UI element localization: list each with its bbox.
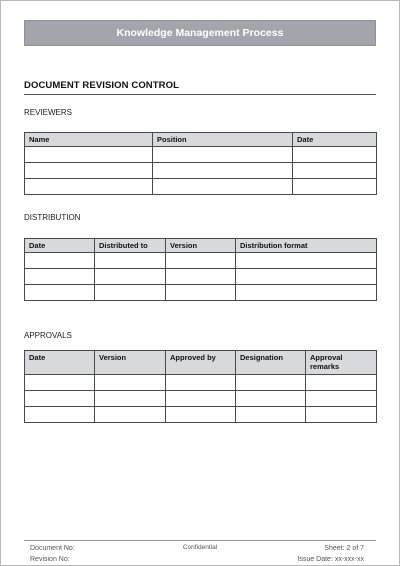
column-header-version: Version	[95, 351, 166, 375]
table-cell[interactable]	[236, 253, 377, 269]
table-cell[interactable]	[166, 390, 236, 406]
table-cell[interactable]	[236, 406, 306, 422]
table-cell[interactable]	[166, 406, 236, 422]
table-row	[25, 390, 377, 406]
column-header-date: Date	[25, 351, 95, 375]
table-cell[interactable]	[25, 374, 95, 390]
document-title: Knowledge Management Process	[116, 27, 284, 39]
table-cell[interactable]	[166, 269, 236, 285]
column-header-version: Version	[166, 239, 236, 253]
table-cell[interactable]	[25, 147, 153, 163]
table-cell[interactable]	[25, 179, 153, 195]
table-row	[25, 269, 377, 285]
table-cell[interactable]	[166, 253, 236, 269]
table-cell[interactable]	[293, 147, 377, 163]
column-header-date: Date	[293, 133, 377, 147]
reviewers-table	[24, 132, 377, 195]
column-header-name: Name	[25, 133, 153, 147]
column-header-distributed-to: Distributed to	[95, 239, 166, 253]
table-cell[interactable]	[306, 406, 377, 422]
approvals-table	[24, 350, 377, 423]
sheet-number: Sheet: 2 of 7	[324, 545, 364, 552]
table-cell[interactable]	[25, 285, 95, 301]
table-cell[interactable]	[95, 390, 166, 406]
table-cell[interactable]	[306, 390, 377, 406]
section-title: DOCUMENT REVISION CONTROL	[24, 80, 376, 95]
table-cell[interactable]	[95, 406, 166, 422]
table-row	[25, 179, 377, 195]
table-cell[interactable]	[25, 253, 95, 269]
table-row	[25, 374, 377, 390]
column-header-date: Date	[25, 239, 95, 253]
table-row	[25, 147, 377, 163]
table-cell[interactable]	[25, 163, 153, 179]
column-header-approval-remarks: Approval remarks	[306, 351, 377, 375]
table-cell[interactable]	[95, 253, 166, 269]
table-cell[interactable]	[153, 163, 293, 179]
table-cell[interactable]	[166, 374, 236, 390]
document-number-label: Document No:	[30, 545, 75, 552]
table-row	[25, 406, 377, 422]
footer-right	[297, 544, 364, 565]
table-cell[interactable]	[236, 285, 377, 301]
distribution-label: DISTRIBUTION	[24, 213, 81, 222]
table-row	[25, 285, 377, 301]
reviewers-label: REVIEWERS	[24, 108, 73, 117]
column-header-designation: Designation	[236, 351, 306, 375]
table-cell[interactable]	[293, 163, 377, 179]
issue-date: Issue Date: xx-xxx-xx	[297, 555, 364, 563]
revision-number-label: Revision No:	[30, 555, 70, 563]
confidential-label: Confidential	[182, 544, 218, 551]
table-cell[interactable]	[95, 269, 166, 285]
document-title-banner	[24, 20, 376, 46]
table-cell[interactable]	[236, 374, 306, 390]
table-cell[interactable]	[25, 390, 95, 406]
table-cell[interactable]	[153, 147, 293, 163]
table-cell[interactable]	[153, 179, 293, 195]
column-header-approved-by: Approved by	[166, 351, 236, 375]
table-row	[25, 163, 377, 179]
table-cell[interactable]	[306, 374, 377, 390]
approvals-label: APPROVALS	[24, 331, 72, 340]
distribution-table	[24, 238, 377, 301]
table-cell[interactable]	[236, 390, 306, 406]
column-header-position: Position	[153, 133, 293, 147]
table-cell[interactable]	[166, 285, 236, 301]
table-cell[interactable]	[236, 269, 377, 285]
table-cell[interactable]	[293, 179, 377, 195]
column-header-distribution-format: Distribution format	[236, 239, 377, 253]
table-cell[interactable]	[95, 374, 166, 390]
page-footer	[24, 540, 376, 563]
table-cell[interactable]	[25, 406, 95, 422]
table-cell[interactable]	[95, 285, 166, 301]
table-cell[interactable]	[25, 269, 95, 285]
table-row	[25, 253, 377, 269]
